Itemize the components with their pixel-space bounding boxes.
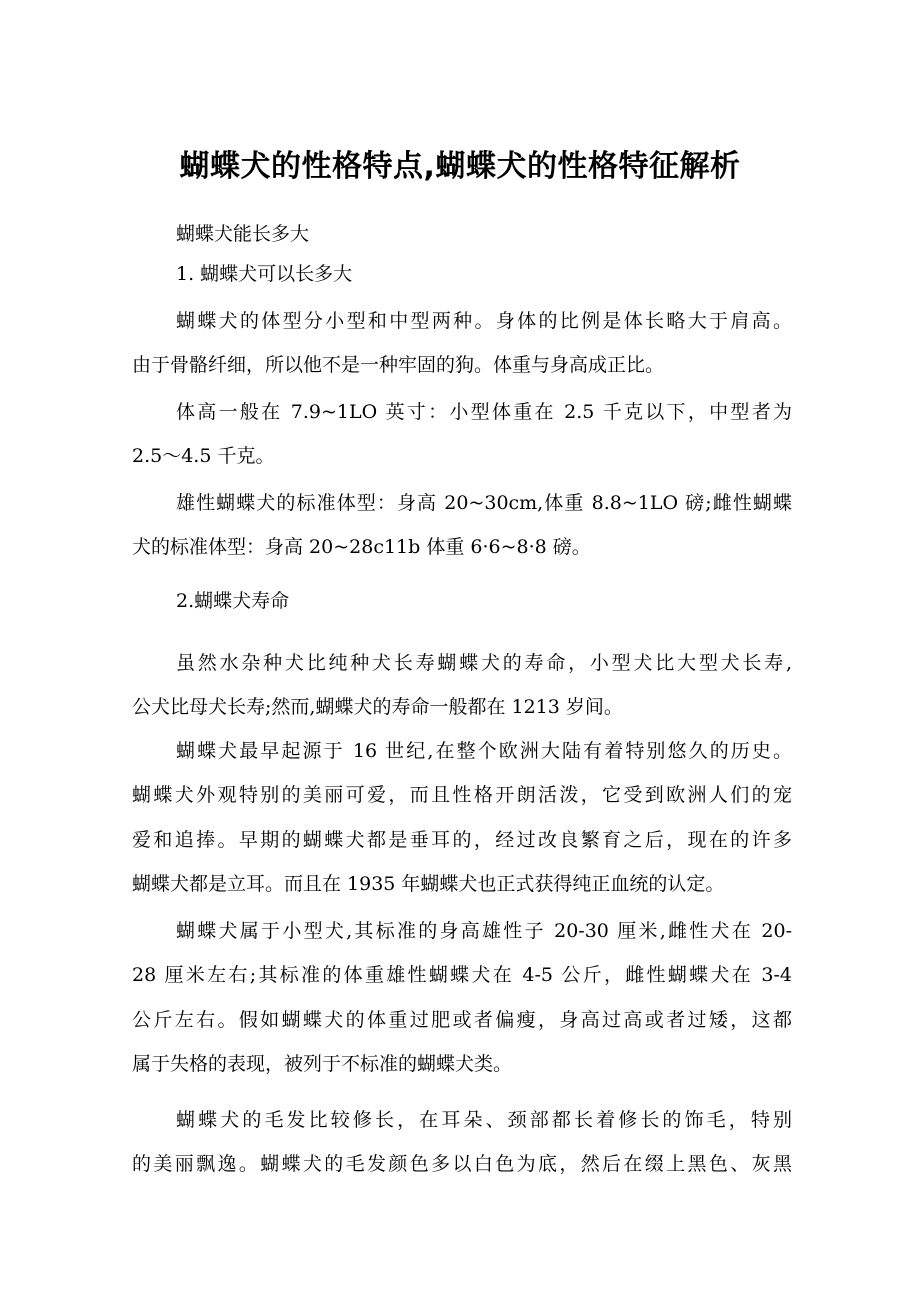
paragraph-body-type-line-2: 由于骨骼纤细，所以他不是一种牢固的狗。体重与身高成正比。 [132, 354, 665, 376]
paragraph-history-line-4: 蝴蝶犬都是立耳。而且在 1935 年蝴蝶犬也正式获得纯正血统的认定。 [132, 873, 725, 895]
paragraph-standard-line-4: 属于失格的表现，被列于不标准的蝴蝶犬类。 [132, 1053, 513, 1075]
paragraph-body-type-line-1: 蝴蝶犬的体型分小型和中型两种。身体的比例是体长略大于肩高。 [176, 310, 792, 332]
paragraph-coat-line-2: 的美丽飘逸。蝴蝶犬的毛发颜色多以白色为底，然后在缀上黑色、灰黑 [132, 1153, 792, 1175]
paragraph-standard-line-2: 28 厘米左右;其标准的体重雄性蝴蝶犬在 4-5 公斤，雌性蝴蝶犬在 3-4 [132, 964, 792, 986]
paragraph-standard-size-line-2: 犬的标准体型：身高 20~28c11b 体重 6·6~8·8 磅。 [132, 536, 591, 558]
document-title: 蝴蝶犬的性格特点,蝴蝶犬的性格特征解析 [179, 149, 741, 184]
paragraph-lifespan-line-1: 虽然水杂种犬比纯种犬长寿蝴蝶犬的寿命，小型犬比大型犬长寿, [176, 652, 792, 674]
paragraph-height-weight-line-2: 2.5～4.5 千克。 [132, 445, 275, 467]
paragraph-height-weight-line-1: 体高一般在 7.9~1LO 英寸：小型体重在 2.5 千克以下，中型者为 [176, 401, 792, 423]
paragraph-history-line-2: 蝴蝶犬外观特别的美丽可爱，而且性格开朗活泼，它受到欧洲人们的宠 [132, 784, 792, 806]
paragraph-standard-size-line-1: 雄性蝴蝶犬的标准体型：身高 20~30cm,体重 8.8~1LO 磅;雌性蝴蝶 [176, 492, 792, 514]
section-heading-growth: 1. 蝴蝶犬可以长多大 [176, 263, 353, 285]
paragraph-standard-line-3: 公斤左右。假如蝴蝶犬的体重过肥或者偏瘦，身高过高或者过矮，这都 [132, 1009, 792, 1031]
paragraph-history-line-3: 爱和追捧。早期的蝴蝶犬都是垂耳的，经过改良繁育之后，现在的许多 [132, 829, 792, 851]
subheading-size: 蝴蝶犬能长多大 [176, 223, 310, 245]
paragraph-coat-line-1: 蝴蝶犬的毛发比较修长，在耳朵、颈部都长着修长的饰毛，特别 [176, 1109, 792, 1131]
section-heading-lifespan: 2.蝴蝶犬寿命 [176, 590, 290, 612]
paragraph-standard-line-1: 蝴蝶犬属于小型犬,其标准的身高雄性子 20-30 厘米,雌性犬在 20- [176, 920, 792, 942]
paragraph-lifespan-line-2: 公犬比母犬长寿;然而,蝴蝶犬的寿命一般都在 1213 岁间。 [132, 696, 623, 718]
paragraph-history-line-1: 蝴蝶犬最早起源于 16 世纪,在整个欧洲大陆有着特别悠久的历史。 [176, 740, 792, 762]
